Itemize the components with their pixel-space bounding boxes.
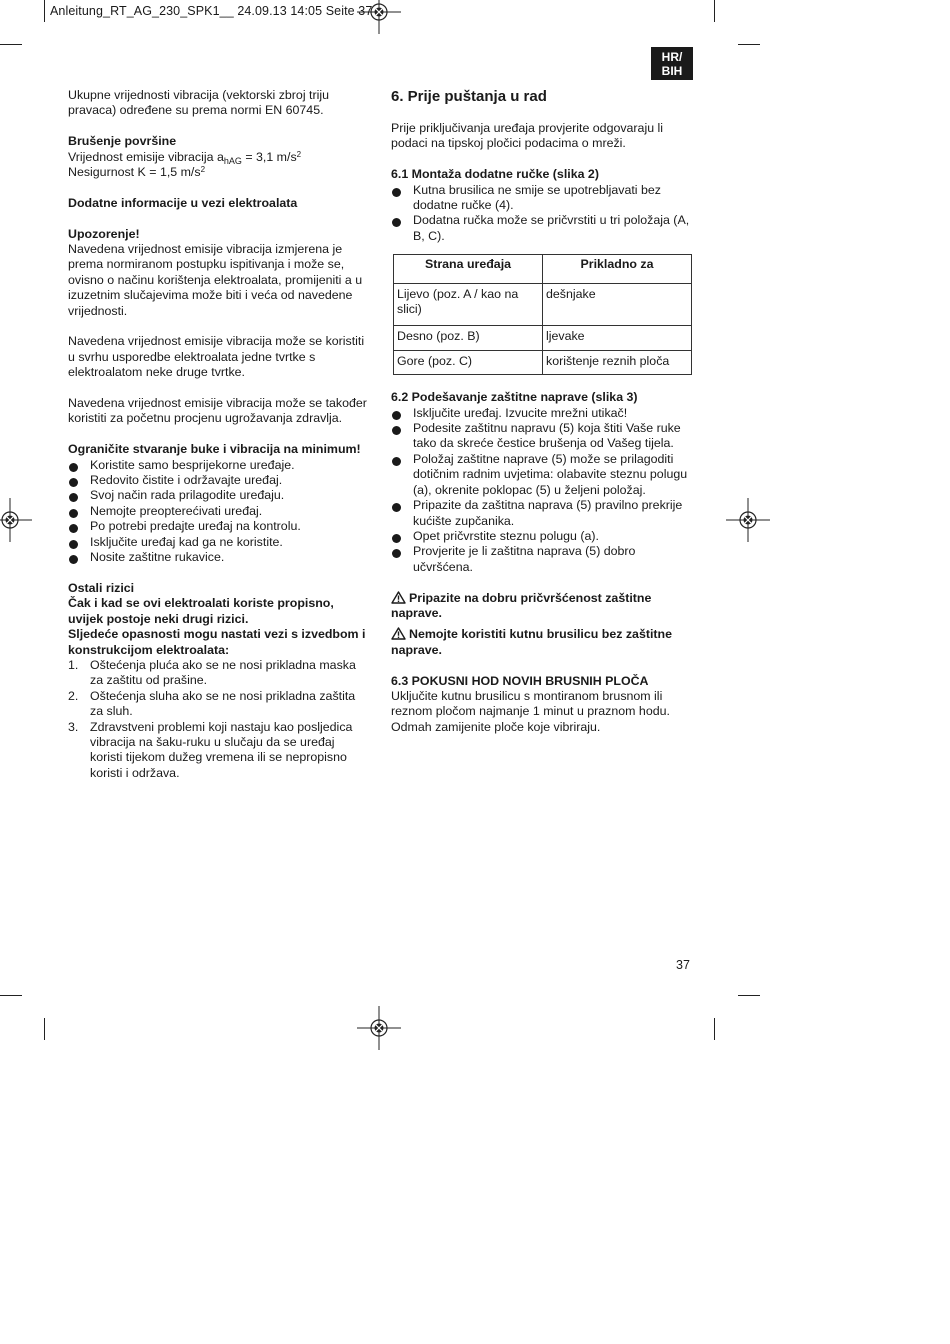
language-badge <box>651 47 693 80</box>
table-cell: Desno (poz. B) <box>394 326 543 350</box>
other-risks-title: Ostali rizici <box>68 580 135 595</box>
list-item: 3. Zdravstveni problemi koji nastaju kao posljedica vibracija na šaku-ruku u slučaju da se uređaj koristi tijekom dužeg vremena ili se nepropisno koristi i održava. <box>68 719 353 780</box>
print-header: Anleitung_RT_AG_230_SPK1__ 24.09.13 14:05 Seite 37 <box>50 4 373 18</box>
other-risks-hazards: Sljedeće opasnosti mogu nastati vezi s izvedbom i konstrukcijom elektroalata: <box>68 627 366 657</box>
table-row <box>394 283 692 326</box>
table-cell: ljevake <box>543 326 692 350</box>
list-item: 2. Oštećenja sluha ako se ne nosi prikladna zaštita za sluh. <box>68 688 356 719</box>
subsection-6-2-title: 6.2 Podešavanje zaštitne naprave (slika 3) <box>391 390 638 405</box>
subsection-6-3-title: 6.3 POKUSNI HOD NOVIH BRUSNIH PLOČA <box>391 673 649 688</box>
vibration-intro: Ukupne vrijednosti vibracija (vektorski zbroj triju pravaca) određene su prema normi EN 60745. <box>68 88 329 118</box>
list-item: Položaj zaštitne naprave (5) može se prilagoditi dotičnim radnim uvjetima: olabavite steznu polugu (a), okrenite poklopac (5) u željeni položaj. <box>391 452 695 498</box>
list-item: Nosite zaštitne rukavice. <box>68 550 368 565</box>
list-item: Redovito čistite i održavajte uređaj. <box>68 473 368 488</box>
other-risks-statement: Čak i kad se ovi elektroalati koriste propisno, uvijek postoje neki drugi rizici. <box>68 596 334 626</box>
subsection-6-3-text: Uključite kutnu brusilicu s montiranom brusnom ili reznom pločom najmanje 1 minut u praznom hodu. Odmah zamijenite ploče koje vibriraju. <box>391 688 670 734</box>
table-row <box>394 326 692 350</box>
language-badge-line2: BIH <box>661 63 683 78</box>
right-column <box>391 88 695 735</box>
subsection-6-2-list <box>391 406 695 575</box>
list-item: Podesite zaštitnu napravu (5) koja štiti Vaše ruke tako da skreće čestice brušenja od Vašeg tijela. <box>391 421 695 452</box>
crop-mark <box>0 44 22 45</box>
list-item: 1. Oštećenja pluća ako se ne nosi prikladna maska za zaštitu od prašine. <box>68 657 356 688</box>
registration-mark-icon <box>726 498 770 542</box>
table-cell: Gore (poz. C) <box>394 350 543 374</box>
list-item: Svoj način rada prilagodite uređaju. <box>68 488 368 503</box>
limit-noise-title: Ograničite stvaranje buke i vibracija na minimum! <box>68 442 361 457</box>
table-header: Prikladno za <box>543 255 692 283</box>
table-cell: dešnjake <box>543 283 692 326</box>
section-intro: Prije priključivanja uređaja provjerite odgovaraju li podaci na tipskoj pločici podacima o mreži. <box>391 121 664 151</box>
uncertainty-value: Nesigurnost K = 1,5 $m/s^2$ <box>68 165 206 180</box>
extra-info-title: Dodatne informacije u vezi elektroalata <box>68 195 298 210</box>
page-number: 37 <box>676 958 690 972</box>
crop-mark <box>0 995 22 996</box>
crop-mark <box>714 1018 715 1040</box>
left-column <box>68 88 368 781</box>
list-item: Kutna brusilica ne smije se upotrebljavati bez dodatne ručke (4). <box>391 183 695 214</box>
list-item: Po potrebi predajte uređaj na kontrolu. <box>68 519 368 534</box>
table-row <box>394 350 692 374</box>
limit-noise-list <box>68 458 368 566</box>
warning-text: Navedena vrijednost emisije vibracija izmjerena je prema normiranom postupku ispitivanja i može se, ovisno o načinu korištenja elektroalata, promijeniti a u izuzetnim slučajevima može biti i veća od navedene vrijednosti. <box>68 242 363 318</box>
table-cell: Lijevo (poz. A / kao na slici) <box>394 283 543 326</box>
emission-value: Vrijednost emisije vibracija $a_{hAG} = 3,1$ $m/s^2$ <box>68 149 302 166</box>
assessment-paragraph: Navedena vrijednost emisije vibracija može se također koristiti za početnu procjenu ugrožavanja zdravlja. <box>68 396 367 426</box>
language-badge-line1: HR/ <box>661 49 683 64</box>
warning-triangle-icon <box>391 627 406 640</box>
list-item: Isključite uređaj kad ga ne koristite. <box>68 535 368 550</box>
list-item: Dodatna ručka može se pričvrstiti u tri položaja (A, B, C). <box>391 213 695 244</box>
crop-mark <box>44 0 45 22</box>
table-header: Strana uređaja <box>394 255 543 283</box>
warning-note: Pripazite na dobru pričvršćenost zaštitne naprave. <box>391 590 652 620</box>
list-item: Opet pričvrstite steznu polugu (a). <box>391 529 695 544</box>
crop-mark <box>738 995 760 996</box>
warning-note: Nemojte koristiti kutnu brusilicu bez zaštitne naprave. <box>391 627 672 657</box>
section-title: 6. Prije puštanja u rad <box>391 88 547 105</box>
list-item: Koristite samo besprijekorne uređaje. <box>68 458 368 473</box>
risks-list <box>68 658 368 781</box>
comparison-paragraph: Navedena vrijednost emisije vibracija može se koristiti u svrhu usporedbe elektroalata jedne tvrtke s elektroalatom neke druge tvrtke. <box>68 334 365 380</box>
handle-position-table <box>393 254 692 375</box>
table-cell: korištenje reznih ploča <box>543 350 692 374</box>
sanding-title: Brušenje površine <box>68 134 177 149</box>
registration-mark-icon <box>357 1006 401 1050</box>
list-item: Provjerite je li zaštitna naprava (5) dobro učvršćena. <box>391 544 695 575</box>
registration-mark-icon <box>0 498 32 542</box>
crop-mark <box>738 44 760 45</box>
warning-title: Upozorenje! <box>68 226 140 241</box>
warning-triangle-icon <box>391 591 406 604</box>
subsection-6-1-list <box>391 183 695 245</box>
crop-mark <box>714 0 715 22</box>
crop-mark <box>44 1018 45 1040</box>
subsection-6-1-title: 6.1 Montaža dodatne ručke (slika 2) <box>391 167 599 182</box>
list-item: Pripazite da zaštitna naprava (5) pravilno prekrije kućište zupčanika. <box>391 498 695 529</box>
registration-mark-icon <box>357 0 401 34</box>
list-item: Isključite uređaj. Izvucite mrežni utikač! <box>391 406 695 421</box>
list-item: Nemojte preopterećivati uređaj. <box>68 504 368 519</box>
